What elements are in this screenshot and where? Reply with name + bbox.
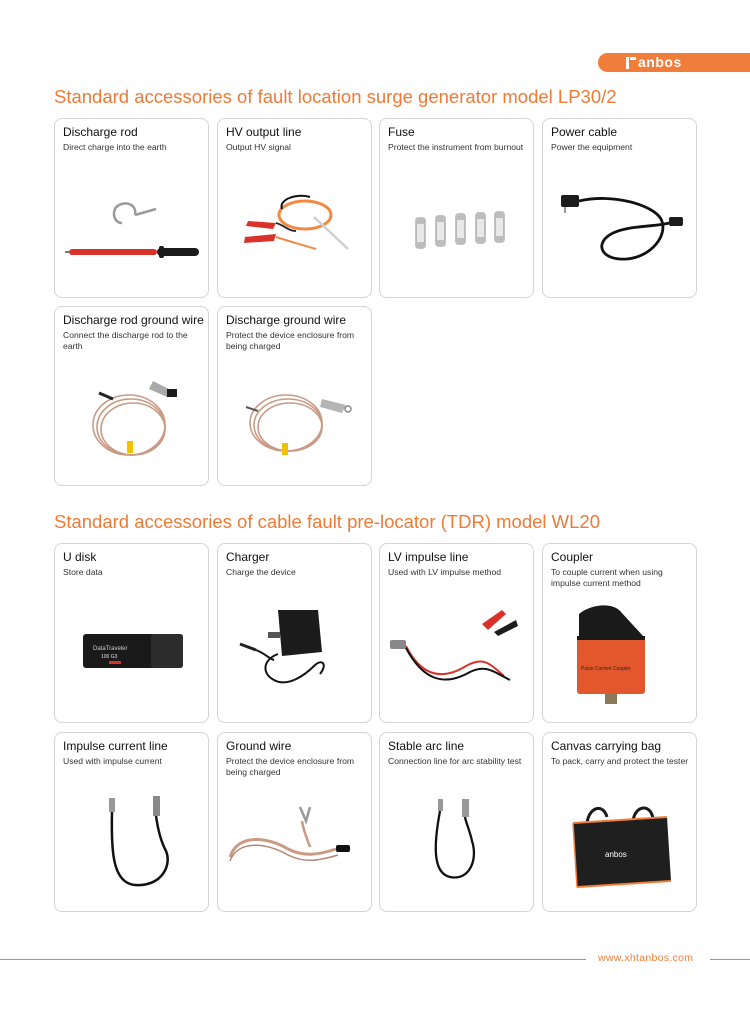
- card-desc: Output HV signal: [226, 142, 291, 152]
- usb-label-line1: DataTraveler: [93, 646, 128, 652]
- card-canvas-carrying-bag: [542, 732, 697, 912]
- card-coupler: [542, 543, 697, 723]
- card-desc: Protect the instrument from burnout: [388, 142, 524, 152]
- coupler-icon: [543, 604, 697, 719]
- card-title: Fuse: [388, 125, 415, 139]
- card-title: Ground wire: [226, 739, 292, 753]
- power-cable-icon: [543, 179, 697, 294]
- fuse-icon: [380, 179, 534, 294]
- charger-icon: [218, 604, 372, 719]
- ground-wire-coil-icon: [55, 367, 209, 482]
- card-desc: Store data: [63, 567, 103, 577]
- card-lv-impulse-line: [379, 543, 534, 723]
- coupler-label: Pulse Current Coupler: [581, 666, 631, 672]
- card-title: Charger: [226, 550, 270, 564]
- card-title: Impulse current line: [63, 739, 168, 753]
- bag-label: anbos: [605, 850, 627, 859]
- card-discharge-ground-wire: [217, 306, 372, 486]
- card-desc: Charge the device: [226, 567, 296, 577]
- card-ground-wire: [217, 732, 372, 912]
- card-desc: To couple current when using impulse current method: [551, 567, 663, 588]
- card-charger: [217, 543, 372, 723]
- card-title: HV output line: [226, 125, 302, 139]
- footer-url: www.xhtanbos.com: [598, 952, 694, 964]
- card-desc: Connect the discharge rod to the earth: [63, 330, 188, 351]
- brand-name: anbos: [638, 54, 682, 70]
- card-stable-arc-line: [379, 732, 534, 912]
- card-power-cable: [542, 118, 697, 298]
- stable-arc-line-icon: [380, 793, 534, 908]
- hv-output-line-icon: [218, 179, 372, 294]
- card-desc: Direct charge into the earth: [63, 142, 167, 152]
- brand-mark-icon: [626, 57, 636, 69]
- card-desc: Protect the device enclosure from being charged: [226, 756, 355, 777]
- card-title: Discharge rod: [63, 125, 138, 139]
- card-title: LV impulse line: [388, 550, 469, 564]
- discharge-rod-icon: [55, 179, 209, 294]
- card-title: Coupler: [551, 550, 594, 564]
- brand-logo: [598, 53, 750, 72]
- card-hv-output-line: [217, 118, 372, 298]
- card-discharge-rod: [54, 118, 209, 298]
- card-fuse: [379, 118, 534, 298]
- footer-divider-right: [710, 959, 750, 960]
- section-title-wl20: Standard accessories of cable fault pre-locator (TDR) model WL20: [54, 511, 600, 532]
- ground-wire-icon: [218, 793, 372, 908]
- card-desc: To pack, carry and protect the tester: [551, 756, 689, 766]
- usb-disk-icon: [55, 604, 209, 719]
- card-title: Stable arc line: [388, 739, 465, 753]
- card-title: U disk: [63, 550, 97, 564]
- impulse-current-line-icon: [55, 793, 209, 908]
- card-title: Discharge rod ground wire: [63, 313, 204, 327]
- card-title: Canvas carrying bag: [551, 739, 662, 753]
- card-discharge-rod-ground-wire: [54, 306, 209, 486]
- section-title-lp30: Standard accessories of fault location surge generator model LP30/2: [54, 86, 617, 107]
- card-title: Discharge ground wire: [226, 313, 347, 327]
- card-desc: Power the equipment: [551, 142, 633, 152]
- footer-divider-left: [0, 959, 586, 960]
- lv-impulse-line-icon: [380, 604, 534, 719]
- card-desc: Used with impulse current: [63, 756, 162, 766]
- carrying-bag-icon: [543, 793, 697, 908]
- ground-wire-coil-icon: [218, 367, 372, 482]
- card-impulse-current-line: [54, 732, 209, 912]
- card-desc: Protect the device enclosure from being charged: [226, 330, 355, 351]
- usb-label-line2: 100 G3: [101, 654, 118, 660]
- card-desc: Connection line for arc stability test: [388, 756, 522, 766]
- card-desc: Used with LV impulse method: [388, 567, 502, 577]
- card-title: Power cable: [551, 125, 618, 139]
- card-u-disk: [54, 543, 209, 723]
